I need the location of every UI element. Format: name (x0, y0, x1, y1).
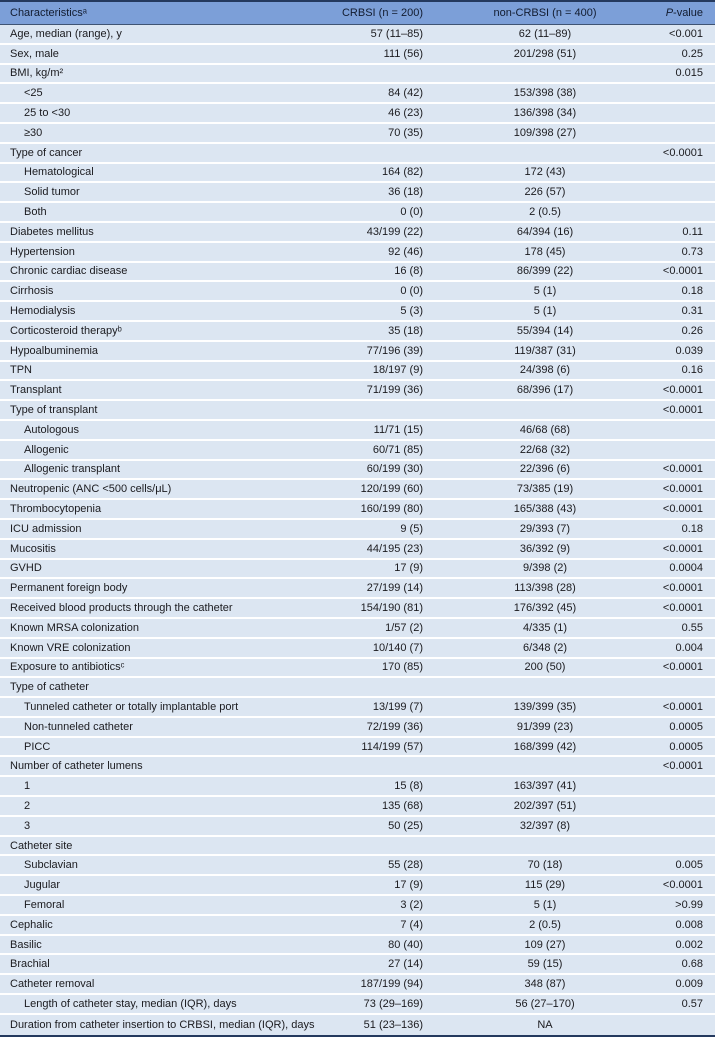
p-value: 0.55 (681, 621, 703, 634)
p-value: >0.99 (675, 898, 703, 911)
table-row (0, 164, 715, 184)
row-label: Type of transplant (10, 404, 98, 417)
table-row (0, 639, 715, 659)
table-row (0, 322, 715, 342)
p-value: 0.25 (681, 47, 703, 60)
row-label: Solid tumor (24, 186, 80, 199)
non-crbsi-value: 22/68 (32) (519, 443, 571, 456)
crbsi-value: 27/199 (14) (366, 582, 423, 595)
crbsi-value: 9 (5) (400, 522, 423, 535)
row-label: Duration from catheter insertion to CRBSI, median (IQR), days (10, 1018, 315, 1031)
table-row (0, 1015, 715, 1035)
row-label: Number of catheter lumens (10, 760, 143, 773)
table-row (0, 362, 715, 382)
row-label: Corticosteroid therapyᵇ (10, 324, 122, 337)
non-crbsi-value: 153/398 (38) (513, 87, 577, 100)
p-value: 0.16 (681, 364, 703, 377)
non-crbsi-value: 348 (87) (524, 978, 566, 991)
non-crbsi-value: 46/68 (68) (519, 423, 571, 436)
table-row (0, 381, 715, 401)
table-row (0, 718, 715, 738)
p-value: 0.0005 (669, 740, 703, 753)
row-label: Both (24, 206, 47, 219)
row-label: 1 (24, 780, 31, 793)
crbsi-value: 160/199 (80) (360, 503, 423, 516)
non-crbsi-value: 64/394 (16) (516, 225, 574, 238)
crbsi-value: 71/199 (36) (366, 384, 423, 397)
table-row (0, 876, 715, 896)
table-row (0, 995, 715, 1015)
row-label: Exposure to antibioticsᶜ (10, 661, 125, 674)
crbsi-value: 35 (18) (388, 324, 423, 337)
p-value: 0.18 (681, 285, 703, 298)
header-pvalue-p: P (665, 7, 674, 19)
crbsi-value: 36 (18) (388, 186, 423, 199)
row-label: Chronic cardiac disease (10, 265, 128, 278)
p-value: 0.009 (675, 978, 703, 991)
non-crbsi-value: 113/398 (28) (514, 582, 576, 595)
table-row (0, 698, 715, 718)
non-crbsi-value: 163/397 (41) (513, 780, 577, 793)
row-label: Sex, male (10, 47, 59, 60)
row-label: Received blood products through the catheter (10, 602, 233, 614)
p-value: <0.0001 (662, 463, 703, 476)
p-value: <0.0001 (662, 879, 703, 892)
p-value: <0.001 (669, 27, 703, 40)
crbsi-value: 60/199 (30) (366, 463, 423, 476)
non-crbsi-value: 9/398 (2) (522, 562, 568, 575)
row-label: GVHD (10, 562, 42, 575)
table-row (0, 104, 715, 124)
row-label: BMI, kg/m² (10, 67, 64, 80)
row-label: Catheter removal (10, 978, 95, 991)
p-value: 0.57 (681, 997, 703, 1010)
p-value: <0.0001 (662, 700, 703, 713)
row-label: TPN (10, 364, 32, 377)
non-crbsi-value: NA (537, 1018, 553, 1031)
crbsi-value: 15 (8) (394, 780, 423, 793)
row-label: Permanent foreign body (10, 582, 128, 595)
p-value: 0.008 (675, 918, 703, 931)
crbsi-value: 114/199 (57) (361, 740, 423, 753)
crbsi-value: 70 (35) (388, 126, 423, 139)
row-label: PICC (24, 740, 51, 753)
row-label: Tunneled catheter or totally implantable port (24, 700, 239, 713)
row-label: 3 (24, 819, 31, 832)
crbsi-value: 0 (0) (400, 285, 423, 298)
crbsi-value: 154/190 (81) (360, 602, 423, 614)
non-crbsi-value: 136/398 (34) (513, 107, 577, 120)
row-label: Allogenic transplant (24, 463, 121, 476)
crbsi-value: 73 (29–169) (363, 997, 423, 1010)
table-row (0, 896, 715, 916)
crbsi-value: 57 (11–85) (370, 27, 423, 40)
crbsi-value: 51 (23–136) (363, 1018, 423, 1031)
table-row (0, 25, 715, 45)
crbsi-value: 0 (0) (400, 206, 423, 219)
table-row (0, 302, 715, 322)
non-crbsi-value: 2 (0.5) (529, 206, 561, 219)
table-row (0, 500, 715, 520)
crbsi-value: 50 (25) (388, 819, 423, 832)
row-label: Jugular (24, 879, 61, 892)
header-pvalue (660, 7, 715, 19)
header-crbsi-label: CRBSI (n = 200) (341, 7, 423, 19)
row-label: Subclavian (24, 859, 78, 872)
non-crbsi-value: 24/398 (6) (519, 364, 571, 377)
row-label: Basilic (10, 938, 42, 951)
non-crbsi-value: 4/335 (1) (522, 621, 568, 634)
table-row (0, 540, 715, 560)
non-crbsi-value: 109/398 (27) (513, 126, 577, 139)
table-row (0, 599, 715, 619)
non-crbsi-value: 201/298 (51) (513, 47, 577, 60)
row-label: Autologous (24, 423, 80, 436)
p-value: <0.0001 (662, 146, 703, 159)
table-row (0, 856, 715, 876)
header-characteristics (0, 7, 330, 19)
row-label: Brachial (10, 958, 50, 971)
p-value: 0.68 (681, 958, 703, 971)
non-crbsi-value: 22/396 (6) (519, 463, 571, 476)
row-label: Cirrhosis (10, 285, 54, 298)
crbsi-value: 187/199 (94) (360, 978, 423, 991)
header-non-crbsi-label: non-CRBSI (n = 400) (493, 7, 597, 19)
crbsi-value: 46 (23) (388, 107, 423, 120)
non-crbsi-value: 62 (11–89) (518, 27, 572, 40)
non-crbsi-value: 59 (15) (527, 958, 563, 971)
p-value: 0.26 (681, 324, 703, 337)
non-crbsi-value: 200 (50) (524, 661, 566, 674)
row-label: Hypertension (10, 245, 75, 258)
header-characteristics-label: Characteristicsᵃ (10, 7, 87, 19)
non-crbsi-value: 176/392 (45) (513, 602, 577, 614)
row-label: Transplant (10, 384, 62, 397)
crbsi-value: 18/197 (9) (372, 364, 423, 377)
crbsi-value: 170 (85) (382, 661, 423, 674)
crbsi-value: 43/199 (22) (366, 225, 423, 238)
non-crbsi-value: 115 (29) (524, 879, 566, 892)
non-crbsi-value: 109 (27) (524, 938, 566, 951)
p-value: <0.0001 (662, 503, 703, 516)
non-crbsi-value: 91/399 (23) (516, 720, 574, 733)
p-value: <0.0001 (662, 404, 703, 417)
p-value: 0.73 (681, 245, 703, 258)
table-row (0, 678, 715, 698)
non-crbsi-value: 139/399 (35) (513, 700, 577, 713)
p-value: <0.0001 (662, 661, 703, 674)
non-crbsi-value: 70 (18) (527, 859, 563, 872)
crbsi-value: 84 (42) (388, 87, 423, 100)
table-row (0, 837, 715, 857)
non-crbsi-value: 168/399 (42) (513, 740, 577, 753)
table-header (0, 2, 715, 25)
p-value: 0.002 (675, 938, 703, 951)
crbsi-value: 164 (82) (382, 166, 423, 179)
row-label: Hematological (24, 166, 94, 179)
p-value: 0.0005 (669, 720, 703, 733)
row-label: Cephalic (10, 918, 53, 931)
crbsi-value: 92 (46) (388, 245, 423, 258)
p-value: <0.0001 (662, 582, 703, 595)
non-crbsi-value: 119/387 (31) (514, 344, 576, 357)
table-row (0, 579, 715, 599)
crbsi-value: 135 (68) (382, 799, 423, 812)
row-label: Known VRE colonization (10, 641, 131, 654)
row-label: Known MRSA colonization (10, 621, 140, 634)
table-row (0, 342, 715, 362)
table-row (0, 84, 715, 104)
non-crbsi-value: 178 (45) (524, 245, 566, 258)
table-row (0, 659, 715, 679)
non-crbsi-value: 32/397 (8) (519, 819, 571, 832)
row-label: Hemodialysis (10, 305, 76, 318)
table-body (0, 25, 715, 1035)
p-value: <0.0001 (662, 602, 703, 614)
row-label: Mucositis (10, 542, 56, 555)
table-row (0, 65, 715, 85)
row-label: Type of cancer (10, 146, 83, 159)
p-value: <0.0001 (662, 483, 703, 496)
table-row (0, 936, 715, 956)
table-row (0, 401, 715, 421)
crbsi-value: 60/71 (85) (372, 443, 423, 456)
row-label: ICU admission (10, 522, 82, 535)
row-label: Diabetes mellitus (10, 225, 94, 238)
p-value: 0.18 (681, 522, 703, 535)
non-crbsi-value: 86/399 (22) (516, 265, 574, 278)
crbsi-value: 55 (28) (388, 859, 423, 872)
row-label: Hypoalbuminemia (10, 344, 99, 357)
non-crbsi-value: 5 (1) (533, 285, 557, 298)
table-row (0, 520, 715, 540)
table-row (0, 203, 715, 223)
p-value: <0.0001 (662, 760, 703, 773)
table-row (0, 441, 715, 461)
row-label: Length of catheter stay, median (IQR), days (24, 997, 237, 1010)
table-row (0, 263, 715, 283)
non-crbsi-value: 73/385 (19) (516, 483, 574, 496)
row-label: 2 (24, 799, 31, 812)
crbsi-value: 16 (8) (394, 265, 423, 278)
non-crbsi-value: 226 (57) (524, 186, 566, 199)
crbsi-value: 27 (14) (388, 958, 423, 971)
crbsi-value: 120/199 (60) (360, 483, 423, 496)
p-value: 0.31 (681, 305, 703, 318)
crbsi-value: 80 (40) (388, 938, 423, 951)
crbsi-value: 7 (4) (400, 918, 423, 931)
row-label: Thrombocytopenia (10, 503, 102, 516)
table-row (0, 461, 715, 481)
p-value: <0.0001 (662, 384, 703, 397)
p-value: 0.11 (682, 225, 703, 238)
crbsi-value: 44/195 (23) (366, 542, 423, 555)
table-row (0, 480, 715, 500)
table-row (0, 817, 715, 837)
row-label: Neutropenic (ANC <500 cells/μL) (10, 483, 172, 496)
p-value: 0.004 (675, 641, 703, 654)
table-row (0, 777, 715, 797)
non-crbsi-value: 55/394 (14) (516, 324, 574, 337)
crbsi-value: 77/196 (39) (366, 344, 423, 357)
row-label: Allogenic (24, 443, 69, 456)
crbsi-value: 1/57 (2) (385, 621, 423, 634)
crbsi-value: 5 (3) (400, 305, 423, 318)
row-label: Catheter site (10, 839, 73, 852)
row-label: 25 to <30 (24, 107, 71, 120)
p-value: <0.0001 (662, 265, 703, 278)
table-row (0, 282, 715, 302)
crbsi-value: 17 (9) (394, 562, 423, 575)
non-crbsi-value: 202/397 (51) (513, 799, 577, 812)
non-crbsi-value: 5 (1) (533, 305, 557, 318)
table-row (0, 223, 715, 243)
table-row (0, 144, 715, 164)
crbsi-value: 10/140 (7) (372, 641, 423, 654)
crbsi-value: 11/71 (15) (373, 423, 423, 436)
table-row (0, 560, 715, 580)
row-label: Femoral (24, 898, 65, 911)
row-label: Age, median (range), y (10, 27, 122, 40)
table-row (0, 916, 715, 936)
table-row (0, 797, 715, 817)
table-row (0, 45, 715, 65)
table-row (0, 955, 715, 975)
non-crbsi-value: 165/388 (43) (513, 503, 577, 516)
non-crbsi-value: 29/393 (7) (519, 522, 571, 535)
non-crbsi-value: 5 (1) (533, 898, 557, 911)
p-value: <0.0001 (662, 542, 703, 555)
row-label: ≥30 (24, 126, 43, 139)
table-row (0, 183, 715, 203)
table-row (0, 738, 715, 758)
row-label: Non-tunneled catheter (24, 720, 133, 733)
non-crbsi-value: 2 (0.5) (529, 918, 561, 931)
table-row (0, 243, 715, 263)
non-crbsi-value: 172 (43) (524, 166, 566, 179)
row-label: <25 (24, 87, 43, 100)
p-value: 0.039 (675, 344, 703, 357)
table-row (0, 619, 715, 639)
table-row (0, 757, 715, 777)
p-value: 0.005 (675, 859, 703, 872)
header-crbsi (330, 7, 430, 19)
row-label: Type of catheter (10, 681, 89, 694)
p-value: 0.0004 (669, 562, 703, 575)
crbsi-value: 72/199 (36) (366, 720, 423, 733)
crbsi-value: 3 (2) (400, 898, 423, 911)
non-crbsi-value: 56 (27–170) (515, 997, 575, 1010)
table-row (0, 421, 715, 441)
header-pvalue-rest: -value (673, 7, 703, 19)
non-crbsi-value: 68/396 (17) (516, 384, 574, 397)
table-row (0, 975, 715, 995)
crbsi-value: 13/199 (7) (372, 700, 423, 713)
table-row (0, 124, 715, 144)
non-crbsi-value: 36/392 (9) (519, 542, 571, 555)
crbsi-value: 17 (9) (394, 879, 423, 892)
non-crbsi-value: 6/348 (2) (522, 641, 568, 654)
crbsi-value: 111 (56) (383, 47, 423, 60)
header-non-crbsi (430, 7, 660, 19)
p-value: 0.015 (675, 67, 703, 80)
